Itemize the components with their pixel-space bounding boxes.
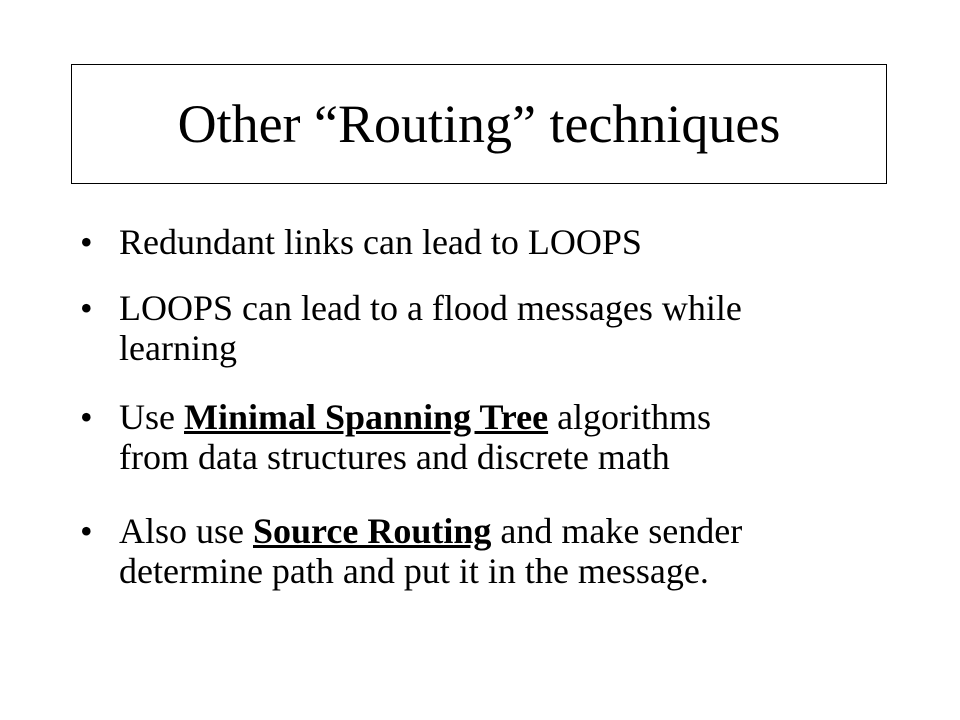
bullet-suffix: algorithms xyxy=(548,397,712,437)
bullet-text xyxy=(119,222,879,262)
bullet-line: Redundant links can lead to LOOPS xyxy=(119,222,642,262)
bullet-text xyxy=(119,397,879,477)
bullet-prefix: Also use xyxy=(119,511,253,551)
bullet-line: from data structures and discrete math xyxy=(119,437,670,477)
bullet-dot: • xyxy=(80,222,93,262)
bullet-suffix: and make sender xyxy=(491,511,743,551)
bullet-dot: • xyxy=(80,288,93,328)
bullet-line xyxy=(119,397,879,437)
bullet-dot: • xyxy=(80,511,93,551)
bullet-text xyxy=(119,511,879,591)
emphasized-term: Minimal Spanning Tree xyxy=(184,397,549,437)
bullet-dot: • xyxy=(80,397,93,437)
bullet-text xyxy=(119,288,879,368)
bullet-line: LOOPS can lead to a flood messages while xyxy=(119,288,742,328)
bullet-line: learning xyxy=(119,328,237,368)
emphasized-term: Source Routing xyxy=(253,511,492,551)
slide-title: Other “Routing” techniques xyxy=(177,94,781,154)
bullet-line: determine path and put it in the message. xyxy=(119,551,709,591)
bullet-prefix: Use xyxy=(119,397,184,437)
bullet-line xyxy=(119,511,879,551)
